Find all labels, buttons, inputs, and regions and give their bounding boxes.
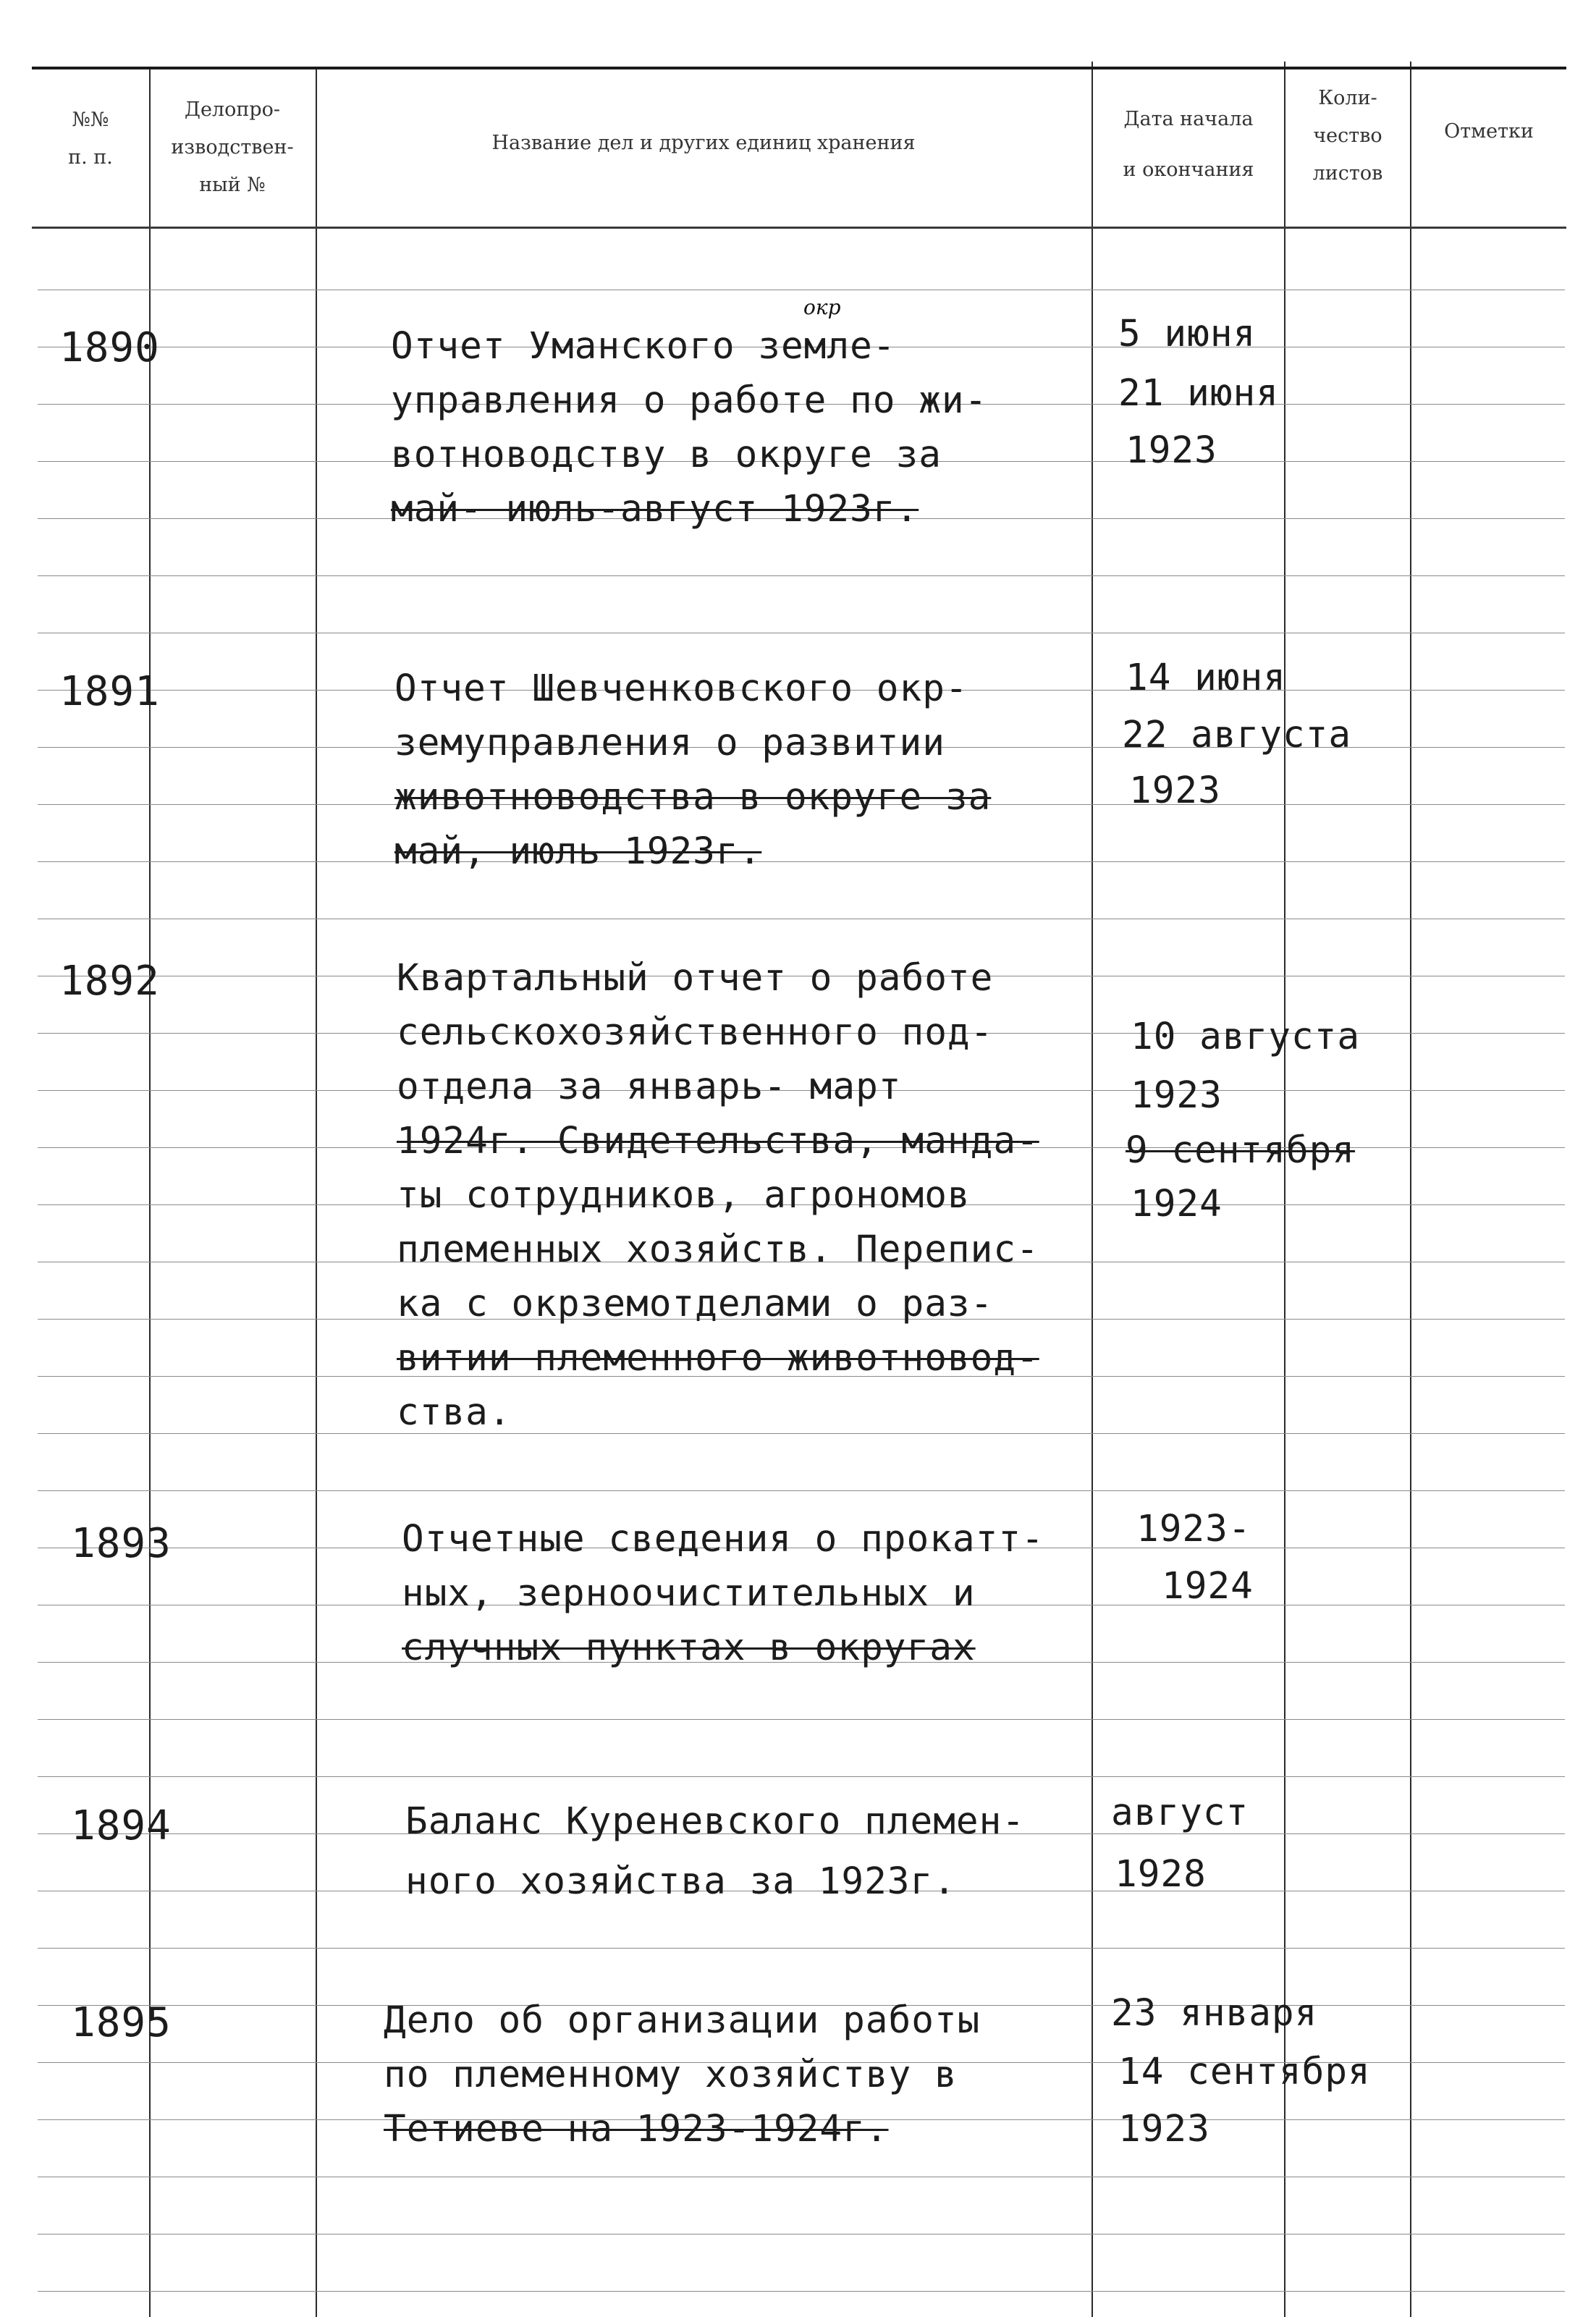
column-rule-dates xyxy=(1284,62,1285,2317)
header-col-dates-line: и окончания xyxy=(1123,159,1254,181)
entry-title-line: случных пунктах в округах xyxy=(402,1626,976,1669)
ruled-line xyxy=(38,1776,1565,1777)
header-top-rule xyxy=(32,67,1566,69)
ruled-line xyxy=(38,1719,1565,1720)
entry-date-line: 1924 xyxy=(1162,1565,1254,1608)
column-rule-title xyxy=(1092,62,1093,2317)
entry-number: 1891 xyxy=(59,668,160,715)
header-col-number xyxy=(43,101,138,177)
entry-number: 1895 xyxy=(71,1999,172,2046)
entry-date-line: 23 января xyxy=(1111,1992,1318,2035)
entry-date-line: 22 августа xyxy=(1122,714,1352,756)
entry-title-line: май- июль-август 1923г. xyxy=(391,488,919,531)
column-rule-sheets xyxy=(1410,62,1411,2317)
entry-title-line: животноводства в округе за xyxy=(394,776,992,819)
entry-number: 1893 xyxy=(71,1520,172,1567)
entry-title-line: Отчетные сведения о прокатт- xyxy=(402,1518,1044,1561)
entry-date-line: 1923 xyxy=(1131,1074,1223,1117)
entry-date-line: 21 июня xyxy=(1118,372,1279,415)
ruled-line xyxy=(38,1490,1565,1491)
entry-title-line: племенных хозяйств. Перепис- xyxy=(397,1228,1039,1271)
entry-title-line: витии племенного животновод- xyxy=(397,1337,1039,1380)
header-col-number-line: №№ xyxy=(72,109,109,131)
ruled-line xyxy=(38,2291,1565,2292)
ruled-line xyxy=(38,1433,1565,1434)
entry-title-line: ного хозяйства за 1923г. xyxy=(405,1860,956,1903)
entry-title-line: Тетиеве на 1923-1924г. xyxy=(384,2108,889,2151)
header-col-dates xyxy=(1094,94,1283,195)
header-col-sheets-line: листов xyxy=(1312,162,1383,185)
entry-date-line: 14 июня xyxy=(1126,657,1286,699)
ruled-line xyxy=(38,1948,1565,1949)
entry-number: 1894 xyxy=(71,1802,172,1849)
entry-title-line: Баланс Куреневского племен- xyxy=(405,1800,1026,1843)
entry-title-line: ка с окрземотделами о раз- xyxy=(397,1283,994,1325)
entry-number: 1892 xyxy=(59,958,160,1005)
entry-title-line: Дело об организации работы xyxy=(384,1999,981,2042)
header-col-sheets-line: чество xyxy=(1313,124,1382,147)
ruled-line xyxy=(38,861,1565,862)
entry-title-line: отдела за январь- март xyxy=(397,1065,902,1108)
column-rule-office xyxy=(316,69,317,2317)
entry-date-line: 5 июня xyxy=(1118,313,1257,355)
entry-title-line: Отчет Шевченковского окр- xyxy=(394,667,968,710)
entry-date-line: 10 августа xyxy=(1131,1016,1361,1058)
entry-title-line: ты сотрудников, агрономов xyxy=(397,1174,971,1217)
header-bottom-rule xyxy=(32,227,1566,229)
entry-date-line: 9 сентября xyxy=(1126,1129,1356,1172)
header-col-dates-line: Дата начала xyxy=(1123,108,1254,130)
entry-title-line: Отчет Уманского земле- xyxy=(391,325,896,368)
entry-title-line: 1924г. Свидетельства, манда- xyxy=(397,1120,1039,1162)
entry-date-line: 1928 xyxy=(1115,1853,1207,1896)
entry-title-line: Квартальный отчет о работе xyxy=(397,957,994,1000)
header-col-notes: Отметки xyxy=(1444,120,1534,143)
entry-title-line: по племенному хозяйству в xyxy=(384,2054,958,2096)
column-rule-number xyxy=(149,69,151,2317)
entry-date-line: 1923 xyxy=(1126,429,1217,472)
entry-date-line: 1923- xyxy=(1136,1508,1251,1550)
header-col-title: Название дел и других единиц хранения xyxy=(491,132,916,154)
entry-date-line: 14 сентября xyxy=(1118,2051,1371,2093)
entry-title-line: май, июль 1923г. xyxy=(394,830,762,873)
entry-date-line: 1923 xyxy=(1129,769,1221,812)
header-col-office-line: Делопро- xyxy=(185,98,280,121)
entry-title-line: земуправления о развитии xyxy=(394,722,945,764)
entry-title-line: вотноводству в округе за xyxy=(391,434,942,476)
header-col-office-line: изводствен- xyxy=(171,136,294,159)
entry-title-line: ных, зерноочистительных и xyxy=(402,1572,976,1615)
entry-title-line: ства. xyxy=(397,1391,512,1434)
header-col-office-line: ный № xyxy=(199,174,266,196)
entry-title-line: управления о работе по жи- xyxy=(391,379,988,422)
entry-number: 1890 xyxy=(59,324,160,371)
header-col-number-line: п. п. xyxy=(68,146,113,169)
header-col-sheets-line: Коли- xyxy=(1318,87,1377,109)
handwritten-insertion: окр xyxy=(803,295,841,319)
entry-date-line: 1924 xyxy=(1131,1183,1223,1225)
entry-date-line: 1923 xyxy=(1118,2108,1210,2151)
header-col-office-number xyxy=(152,91,313,204)
ruled-line xyxy=(38,575,1565,576)
entry-date-line: август xyxy=(1111,1791,1249,1834)
header-col-sheets xyxy=(1287,80,1409,193)
entry-title-line: сельскохозяйственного под- xyxy=(397,1011,994,1054)
